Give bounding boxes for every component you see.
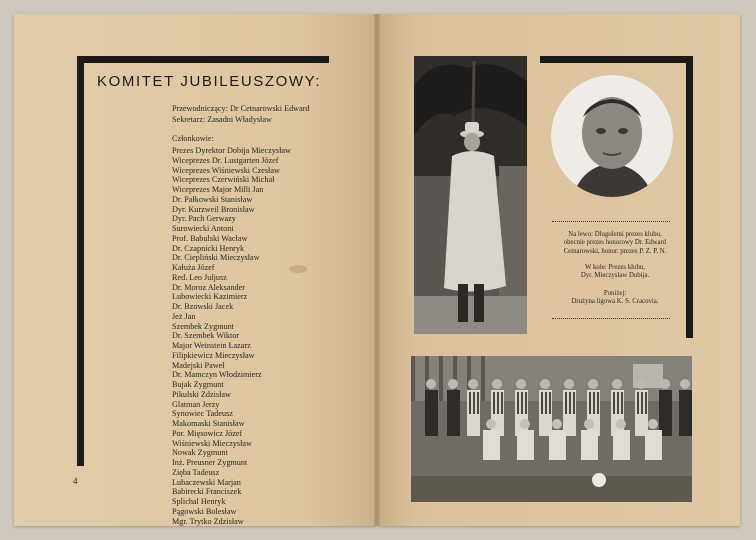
member-name: Dr. Ciepliński Mieczysław: [172, 253, 260, 263]
member-name: Wiceprezes Dr. Lustgarten Józef: [172, 155, 279, 165]
members-label: Członkowie:: [172, 134, 214, 143]
jersey-stripe: [617, 392, 619, 414]
caption-circle-photo: [548, 264, 682, 281]
jersey-stripe: [501, 392, 503, 414]
committee-heading: KOMITET JUBILEUSZOWY:: [97, 73, 322, 90]
jersey-stripe: [517, 392, 519, 414]
player-body: [581, 430, 598, 460]
member-name: Splichal Henryk: [172, 497, 226, 506]
member-name: Babirecki Franciszek: [172, 487, 242, 497]
member-name: Dr. Pałkowski Stanisław: [172, 194, 253, 204]
player-body: [425, 390, 438, 436]
jersey-stripe: [473, 392, 475, 414]
jersey-stripe: [521, 392, 523, 414]
member-name: Filipkiewicz Mieczysław: [172, 350, 255, 360]
player-body: [679, 390, 692, 436]
member-name: Lubowiecki Kazimierz: [172, 292, 248, 302]
paper-stain: [289, 265, 307, 273]
jersey-stripe: [645, 392, 647, 414]
player-head: [426, 379, 436, 389]
member-name: Prof. Babulski Wacław: [172, 233, 248, 243]
member-name: Bujak Zygmunt: [172, 380, 224, 389]
caption-line: Na lewo: Długoletni prezes klubu,: [568, 231, 662, 238]
member-name: Madejski Paweł: [172, 360, 225, 370]
frame-rule-right: [686, 56, 693, 338]
football: [592, 473, 606, 487]
player-head: [588, 379, 598, 389]
jersey-stripe: [541, 392, 543, 414]
members-list: [172, 146, 291, 526]
member-name: Prezes Dyrektor Dobija Mieczysław: [172, 146, 291, 155]
jersey-stripe: [525, 392, 527, 414]
member-name: Dyr. Kurzweil Bronisław: [172, 204, 255, 214]
player-body: [613, 430, 630, 460]
officer-secretary: Sekretarz: Zasadni Władysław: [172, 114, 272, 124]
player-head: [612, 379, 622, 389]
officers-block: [172, 104, 310, 125]
caption-line: obecnie prezes honorowy Dr. Edward: [563, 239, 667, 247]
jersey-stripe: [545, 392, 547, 414]
member-name: Dr. Czapnicki Henryk: [172, 243, 245, 253]
member-name: Dr. Mamczyn Włodzimierz: [172, 370, 262, 380]
jersey-stripe: [497, 392, 499, 414]
member-name: Kałuża Józef: [172, 263, 215, 272]
member-name: Por. Mięsowicz Józef: [172, 428, 243, 438]
photo-man-in-coat: [414, 56, 527, 334]
jersey-stripe: [477, 392, 479, 414]
player-body: [645, 430, 662, 460]
member-name: Pikulski Zdzisław: [172, 389, 231, 399]
member-name: Major Weinstein Łazarz: [172, 341, 251, 350]
member-name: Wiceprezes Wiśniewski Czesław: [172, 165, 280, 175]
member-name: Surowiecki Antoni: [172, 224, 234, 233]
player-body: [659, 390, 672, 436]
jersey-stripe: [641, 392, 643, 414]
player-head: [584, 419, 594, 429]
frame-rule-top-right: [540, 56, 693, 63]
player-head: [448, 379, 458, 389]
caption-line: Drużyna ligowa K. S. Cracovia.: [571, 298, 659, 306]
member-name: Red. Leo Juljusz: [172, 272, 227, 282]
member-name: Wiceprezes Czerwiński Michał: [172, 175, 275, 185]
jersey-stripe: [569, 392, 571, 414]
player-body: [549, 430, 566, 460]
player-head: [636, 379, 646, 389]
player-head: [540, 379, 550, 389]
player-head: [680, 379, 690, 389]
caption-line: Poniżej:: [603, 290, 627, 297]
jersey-stripe: [589, 392, 591, 414]
jersey-stripe: [621, 392, 623, 414]
player-head: [492, 379, 502, 389]
book-spine: [374, 14, 380, 526]
member-name: Szembek Zygmunt: [172, 321, 235, 331]
player-body: [447, 390, 460, 436]
member-name: Wiceprezes Major Milli Jan: [172, 185, 264, 194]
jersey-stripe: [549, 392, 551, 414]
member-name: Synowiec Tadeusz: [172, 409, 233, 419]
player-head: [516, 379, 526, 389]
caption-team-photo: [548, 290, 682, 307]
jersey-stripe: [593, 392, 595, 414]
member-name: Dr. Szembek Wiktor: [172, 331, 240, 341]
member-name: Lubaczewski Marjan: [172, 477, 241, 487]
member-name: Nowak Zygmunt: [172, 448, 228, 458]
member-name: Dr. Bzowski Jacek: [172, 302, 234, 311]
member-name: Dr. Moroz Aleksander: [172, 282, 245, 292]
caption-divider-top: [552, 221, 670, 222]
frame-rule-top: [77, 56, 329, 63]
member-name: Makomaski Stanisław: [172, 419, 245, 428]
member-name: Jeż Jan: [172, 311, 196, 321]
member-name: Zięba Tadeusz: [172, 467, 220, 477]
photo-team-cracovia: [411, 356, 692, 502]
jersey-stripe: [613, 392, 615, 414]
caption-line: Dyr. Mieczysław Dobija.: [580, 272, 650, 280]
portrait-oval-photo: [551, 75, 673, 197]
jersey-stripe: [565, 392, 567, 414]
player-head: [648, 419, 658, 429]
player-head: [552, 419, 562, 429]
jersey-stripe: [469, 392, 471, 414]
member-name: Dyr. Pach Gerwazy: [172, 214, 236, 224]
player-head: [660, 379, 670, 389]
jersey-stripe: [493, 392, 495, 414]
member-name: Pągowski Bolesław: [172, 506, 237, 516]
caption-line: W kole: Prezes klubu,: [585, 264, 645, 271]
player-head: [564, 379, 574, 389]
caption-left-photo: [548, 231, 682, 256]
officer-chairman: Przewodniczący: Dr Cetnarowski Edward: [172, 104, 310, 113]
player-body: [517, 430, 534, 460]
jersey-stripe: [573, 392, 575, 414]
page-number: 4: [73, 476, 78, 486]
player-head: [486, 419, 496, 429]
caption-line: Cetnarowski, honor. prezes P. Z. P. N.: [563, 247, 667, 255]
member-name: Inż. Preusner Zygmunt: [172, 458, 248, 467]
member-name: Mgr. Trytko Zdzisław: [172, 516, 244, 526]
caption-divider-bottom: [552, 318, 670, 319]
player-head: [616, 419, 626, 429]
frame-rule-left: [77, 56, 84, 466]
member-name: Wiśniewski Mieczysław: [172, 438, 252, 448]
member-name: Glatman Jerzy: [172, 399, 220, 409]
jersey-stripe: [637, 392, 639, 414]
player-body: [483, 430, 500, 460]
jersey-stripe: [597, 392, 599, 414]
player-head: [468, 379, 478, 389]
player-head: [520, 419, 530, 429]
